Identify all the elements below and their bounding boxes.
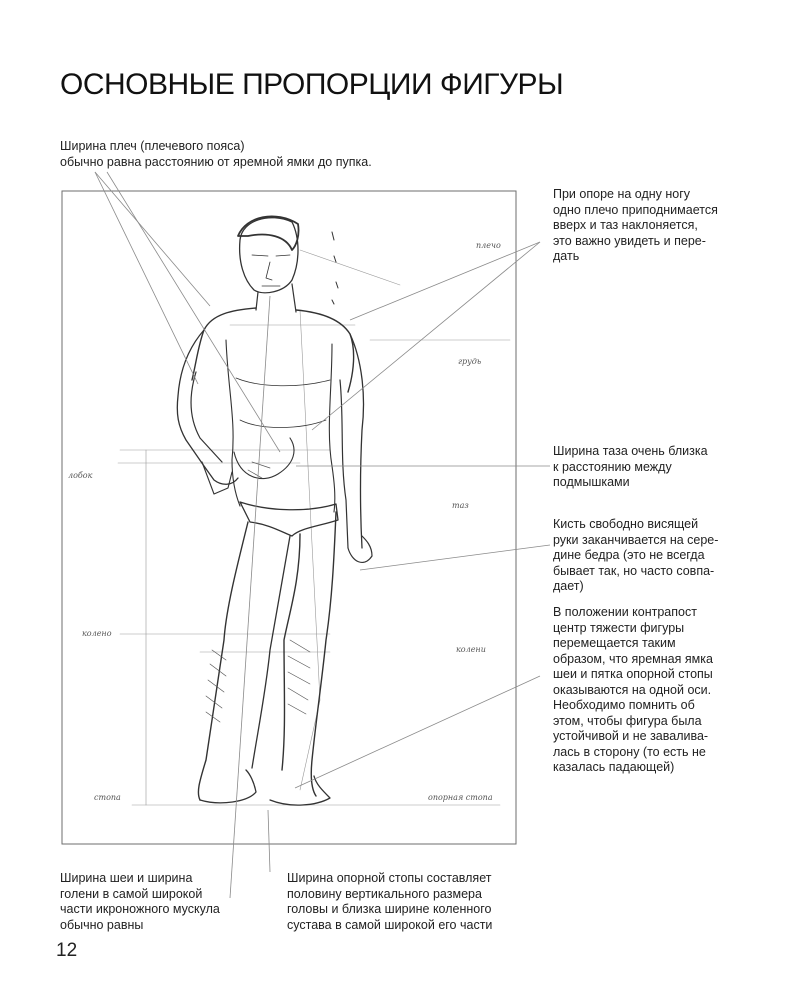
note-hand: Кисть свободно висящей руки заканчивается на сере- дине бедра (это не всегда бывает так, но часто совпа- дает) (553, 517, 719, 593)
page-title: ОСНОВНЫЕ ПРОПОРЦИИ ФИГУРЫ (60, 68, 564, 101)
sketch-label-right-bottom: опорная стопа (428, 793, 493, 802)
note-balance: В положении контрапост центр тяжести фигуры перемещается таким образом, что яремная ямка шеи и пятка опорной стопы оказываются на одной оси. Необходимо помнить об этом, чтобы фигура была устойчивой и не завалива- лась в сторону (то есть не казалась падающей) (553, 605, 713, 774)
note-foot: Ширина опорной стопы составляет половину вертикального размера головы и близка ширине коленного сустава в самой широкой его части (287, 871, 493, 932)
sketch-label-left-top: лобок (68, 471, 93, 480)
note-neck-calf: Ширина шеи и ширина голени в самой широкой части икроножного мускула обычно равны (60, 871, 220, 932)
note-contrapposto-shoulder: При опоре на одну ногу одно плечо приподнимается вверх и таз наклоняется, это важно увидеть и пере- дать (553, 187, 718, 263)
sketch-label-right-top: плечо (476, 241, 501, 250)
leader-lines (95, 172, 550, 898)
sketch-label-left-mid: колено (82, 629, 112, 638)
sketch-label-right-knee: колени (456, 645, 486, 654)
sketch-label-left-bottom: стопа (94, 793, 121, 802)
sketch-frame (62, 191, 516, 844)
sketch-label-right-chest: грудь (458, 357, 482, 366)
sketch-label-right-pelvis: таз (452, 501, 469, 510)
note-pelvis: Ширина таза очень близка к расстоянию между подмышками (553, 444, 708, 489)
note-shoulders: Ширина плеч (плечевого пояса) обычно равна расстоянию от яремной ямки до пупка. (60, 139, 372, 169)
page-number: 12 (56, 940, 78, 961)
